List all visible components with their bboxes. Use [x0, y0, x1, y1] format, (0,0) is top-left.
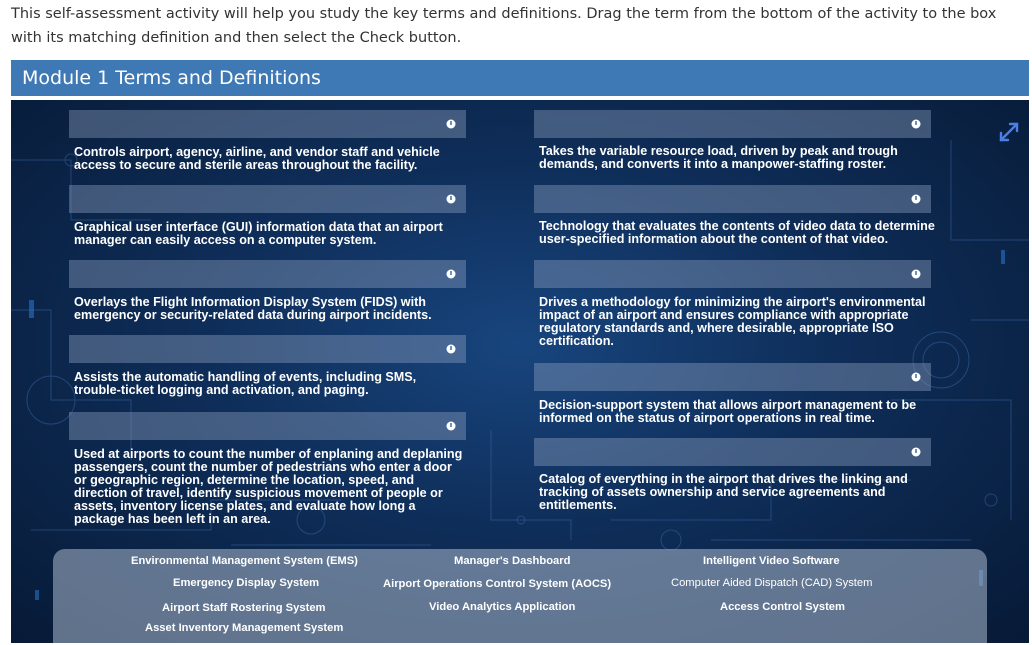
drop-zone-left-4[interactable] [69, 335, 466, 363]
definition-right-1: Takes the variable resource load, driven by peak and trough demands, and converts it into a manpower-staffing roster. [539, 144, 898, 171]
definition-left-5: Used at airports to count the number of enplaning and deplaning passengers, count the number of pedestrians who enter a door or geographic region, determine the location, speed, and direction of travel, identify suspicious movement of people or assets, inventory license plates, and evaluate how long a package has been left in an area. [74, 447, 463, 526]
term-airport-operations-control-system[interactable]: Airport Operations Control System (AOCS) [383, 578, 612, 590]
drop-zone-left-3[interactable] [69, 260, 466, 288]
drop-zone-left-5[interactable] [69, 412, 466, 440]
info-dot-icon [446, 194, 456, 204]
instructions-text: This self-assessment activity will help you study the key terms and definitions. Drag the term from the bottom of the activity to the box with its matching definition and then select the Check button. [11, 6, 997, 46]
definition-right-2: Technology that evaluates the contents of video data to determine user-specified information about the content of that video. [539, 219, 935, 246]
info-dot-icon [446, 119, 456, 129]
definition-left-4: Assists the automatic handling of events, including SMS, trouble-ticket logging and activation, and paging. [74, 370, 417, 397]
expand-icon[interactable] [998, 121, 1020, 143]
definition-left-2: Graphical user interface (GUI) information data that an airport manager can easily access on a computer system. [74, 220, 443, 247]
term-environmental-management-system[interactable]: Environmental Management System (EMS) [131, 555, 358, 567]
info-dot-icon [911, 269, 921, 279]
drop-zone-right-5[interactable] [534, 438, 931, 466]
drop-zone-right-2[interactable] [534, 185, 931, 213]
drag-drop-activity [11, 100, 1029, 643]
term-asset-inventory-management-system[interactable]: Asset Inventory Management System [145, 622, 344, 634]
definition-right-5: Catalog of everything in the airport that drives the linking and tracking of assets ownership and service agreements and entitlements. [539, 472, 908, 512]
term-video-analytics-application[interactable]: Video Analytics Application [429, 601, 576, 613]
info-dot-icon [446, 421, 456, 431]
drop-zone-right-4[interactable] [534, 363, 931, 391]
drop-zone-right-1[interactable] [534, 110, 931, 138]
term-airport-staff-rostering-system[interactable]: Airport Staff Rostering System [162, 602, 326, 614]
definition-left-1: Controls airport, agency, airline, and vendor staff and vehicle access to secure and sterile areas throughout the facility. [74, 145, 440, 172]
info-dot-icon [911, 447, 921, 457]
drop-zone-left-2[interactable] [69, 185, 466, 213]
info-dot-icon [911, 194, 921, 204]
definition-right-4: Decision-support system that allows airport management to be informed on the status of airport operations in real time. [539, 398, 917, 425]
term-access-control-system[interactable]: Access Control System [720, 601, 845, 613]
info-dot-icon [911, 372, 921, 382]
term-computer-aided-dispatch[interactable]: Computer Aided Dispatch (CAD) System [671, 577, 873, 589]
term-emergency-display-system[interactable]: Emergency Display System [173, 577, 320, 589]
term-intelligent-video-software[interactable]: Intelligent Video Software [703, 555, 840, 567]
definition-right-3: Drives a methodology for minimizing the airport's environmental impact of an airport and ensures compliance with appropriate regulatory standards and, where desirable, appropriate ISO certification. [539, 295, 926, 348]
drop-zone-right-3[interactable] [534, 260, 931, 288]
drop-zone-left-1[interactable] [69, 110, 466, 138]
module-title: Module 1 Terms and Definitions [11, 60, 1029, 96]
definition-left-3: Overlays the Flight Information Display System (FIDS) with emergency or security-related data during airport incidents. [74, 295, 432, 322]
info-dot-icon [446, 269, 456, 279]
info-dot-icon [446, 344, 456, 354]
info-dot-icon [911, 119, 921, 129]
term-managers-dashboard[interactable]: Manager's Dashboard [454, 555, 571, 567]
